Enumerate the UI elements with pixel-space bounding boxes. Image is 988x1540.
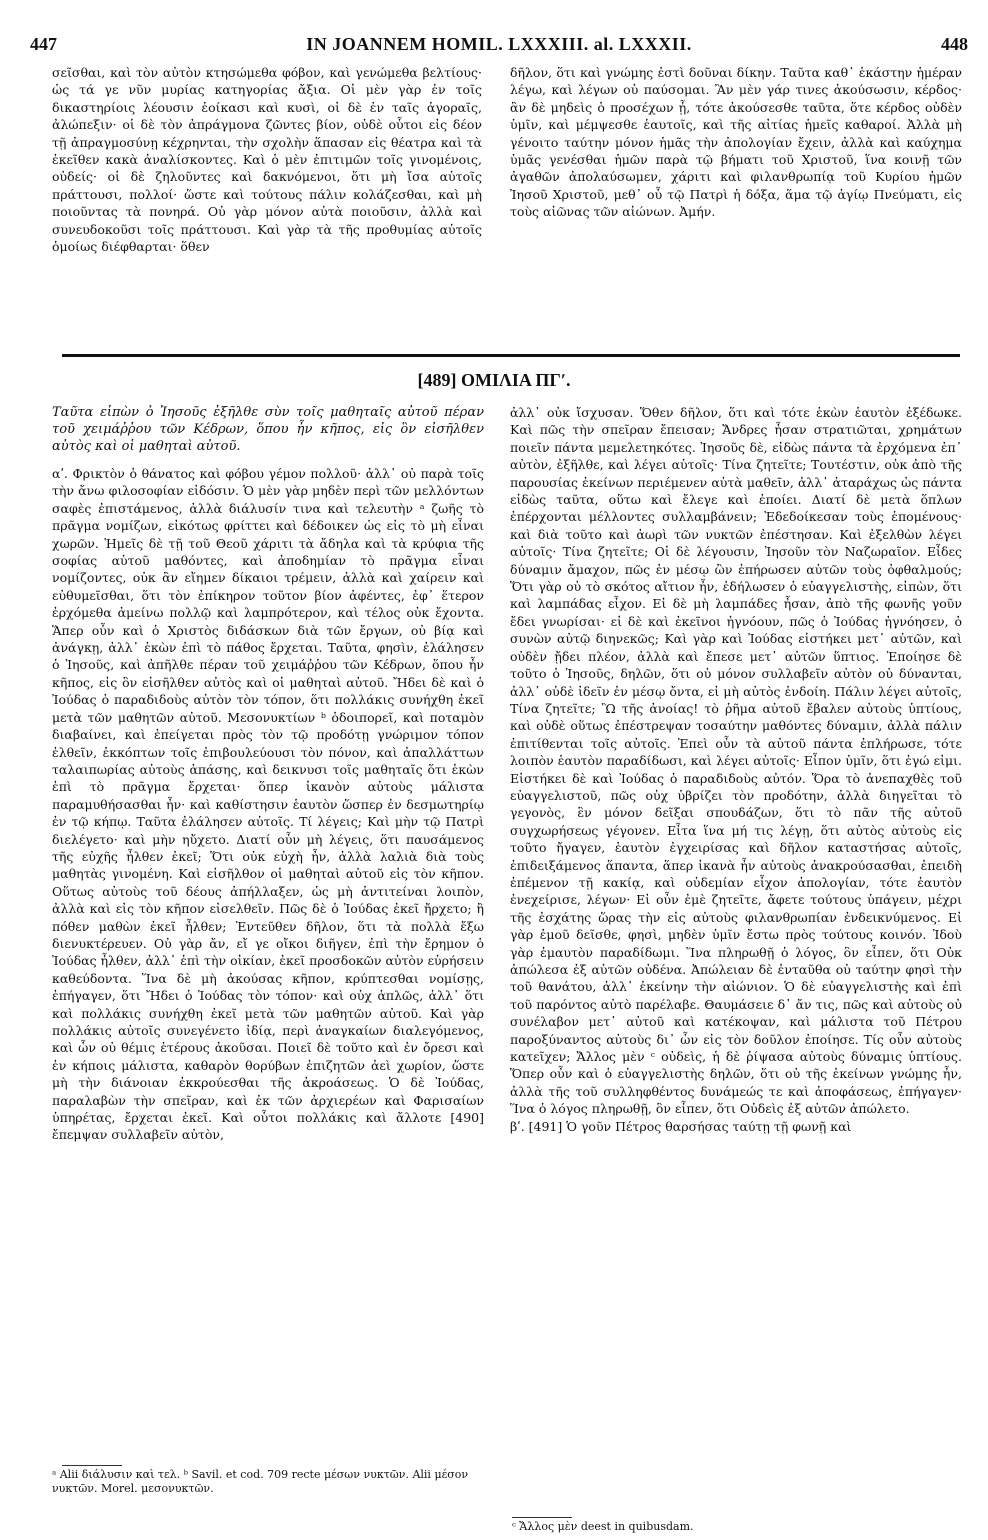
footnote-rule-right: [512, 1517, 572, 1518]
main-right-text: ἀλλ᾿ οὐκ ἴσχυσαν. Ὅθεν δῆλον, ὅτι καὶ τότε ἑκὼν ἑαυτὸν ἐξέδωκε. Καὶ πῶς τὴν σπεῖραν ἔπεισαν; Ἄνδρες ἦσαν στρατιῶται, χρημάτων ποιεῖν πάντα μεμελετηκότες. Ἰησοῦς δὲ, εἰδὼς πάντα τὰ ἐρχόμενα ἐπ᾿ αὐτὸν, ἐξῆλθε, καὶ λέγει αὐτοῖς· Τίνα ζητεῖτε; Τουτέστιν, οὐκ ἀπὸ τῆς παρουσίας ἐκείνων περιέμενεν αὐτὰ μαθεῖν, ἀλλ᾿ ἀταράχως ὡς πάντα εἰδὼς ταῦτα, οὕτω καὶ ἔλεγε καὶ ἐποίει. Διατί δὲ μετὰ ὅπλων ἐπέρχονται μέλλοντες συλλαμβάνειν; Ἐδεδοίκεσαν τοὺς ἑπομένους· καὶ διὰ τοῦτο καὶ ἀωρὶ τῶν νυκτῶν ἐπέστησαν. Καὶ ἐξελθὼν λέγει αὐτοῖς· Τίνα ζητεῖτε; Οἱ δὲ λέγουσιν, Ἰησοῦν τὸν Ναζωραῖον. Εἶδες δύναμιν ἄμαχον, πῶς ἐν μέσῳ ὢν ἐπήρωσεν αὐτῶν τοὺς ὀφθαλμούς; Ὅτι γὰρ οὐ τὸ σκότος αἴτιον ἦν, ἐδήλωσεν ὁ εὐαγγελιστὴς, εἰπὼν, ὅτι καὶ λαμπάδας εἶχον. Εἰ δὲ μὴ λαμπάδες ἦσαν, ἀπὸ τῆς φωνῆς γοῦν ἔδει γνωρίσαι· εἰ δὲ καὶ ἐκεῖνοι ἠγνόουν, πῶς ὁ Ἰούδας ἠγνόησεν, ὁ συνὼν αὐτῷ διηνεκῶς; Καὶ γὰρ καὶ Ἰούδας εἱστήκει μετ᾿ αὐτῶν, καὶ οὐδὲν ᾔδει πλέον, ἀλλὰ καὶ ἔπεσε μετ᾿ αὐτῶν ὕπτιος. Ἐποίησε δὲ τοῦτο ὁ Ἰησοῦς, δηλῶν, ὅτι οὐ μόνον συλλαβεῖν αὐτὸν οὐ δύνανται, ἀλλ᾿ οὐδὲ ἰδεῖν ἐν μέσῳ ὄντα, εἰ μὴ αὐτὸς ἐνδοίη. Πάλιν λέγει αὐτοῖς, Τίνα ζητεῖτε; Ὢ τῆς ἀνοίας! τὸ ῥῆμα αὐτοῦ ἔβαλεν αὐτοὺς ὑπτίους, καὶ οὐδὲ οὕτως ἐπέστρεψαν τοσαύτην μαθόντες δύναμιν, ἀλλὰ πάλιν ἐπιτίθενται τοῖς αὐτοῖς. Ἐπεὶ οὖν τὰ αὐτοῦ πάντα ἐπλήρωσε, τότε λοιπὸν ἑαυτὸν παραδίδωσι, καὶ λέγει αὐτοῖς· Εἶπον ὑμῖν, ὅτι ἐγώ εἰμι. Εἱστήκει δὲ καὶ Ἰούδας ὁ παραδιδοὺς αὐτόν. Ὅρα τὸ ἀνεπαχθὲς τοῦ εὐαγγελιστοῦ, πῶς οὐχ ὑβρίζει τὸν προδότην, ἀλλὰ διηγεῖται τὸ γεγονὸς, ἓν μόνον δεῖξαι σπουδάζων, ὅτι τὸ πᾶν τῆς αὐτοῦ συγχωρήσεως γέγονεν. Εἶτα ἵνα μή τις λέγῃ, ὅτι αὐτὸς αὐτοὺς εἰς τοῦτο ἤγαγεν, ἑαυτὸν ἐγχειρίσας καὶ δῆλον καταστήσας αὐτοῖς, ἐπιδειξάμενος ἅπαντα, ἅπερ ἱκανὰ ἦν αὐτοὺς ἀνακρούσασθαι, ἐπειδὴ ἐπέμενον τῇ κακίᾳ, καὶ οὐδεμίαν εἶχον ἀπολογίαν, τότε ἑαυτὸν ἐνεχείρισε, λέγων· Εἰ οὖν ἐμὲ ζητεῖτε, ἄφετε τούτους ὑπάγειν, μέχρι τῆς ἐσχάτης ὥρας τὴν εἰς αὐτοὺς φιλανθρωπίαν ἐνδεικνύμενος. Εἰ γὰρ ἐμοῦ δεῖσθε, φησὶ, μηδὲν ὑμῖν ἔστω πρὸς τούτους κοινόν. Ἰδοὺ γὰρ ἐμαυτὸν παραδίδωμι. Ἵνα πληρωθῇ ὁ λόγος, ὃν εἶπεν, ὅτι Οὐκ ἀπώλεσα ἐξ αὐτῶν οὐδένα. Ἀπώλειαν δὲ ἐνταῦθα οὐ ταύτην φησὶ τὴν τοῦ θανάτου, ἀλλ᾿ ἐκείνην τὴν αἰώνιον. Ὁ δὲ εὐαγγελιστὴς καὶ ἐπὶ τοῦ παρόντος αὐτὸ παρέλαβε. Θαυμάσειε δ᾿ ἄν τις, πῶς καὶ αὐτοὺς οὐ συνέλαβον μετ᾿ αὐτοῦ καὶ κατέκοψαν, καὶ μάλιστα τοῦ Πέτρου παροξύναντος αὐτοὺς δι᾿ ὧν εἰς τὸν δοῦλον ἐποίησε. Τίς οὖν αὐτοὺς κατεῖχεν; Ἄλλος μὲν ᶜ οὐδεὶς, ἡ δὲ ῥίψασα αὐτοὺς δύναμις ὑπτίους. Ὅπερ οὖν καὶ ὁ εὐαγγελιστὴς δηλῶν, ὅτι οὐ τῆς ἐκείνων γνώμης ἦν, ἀλλὰ τῆς τοῦ συλληφθέντος δυνάμεώς τε καὶ ἀποφάσεως, ἐπήγαγεν· Ἵνα ὁ λόγος πληρωθῇ, ὃν εἶπεν, ὅτι Οὐδεὶς ἐξ αὐτῶν ἀπώλετο.: [510, 405, 962, 1117]
running-title: IN JOANNEM HOMIL. LXXXIII. al. LXXXII.: [306, 34, 692, 54]
section-b-start: βʹ. [491] Ὁ γοῦν Πέτρος θαρσήσας ταύτῃ τῇ φωνῇ καὶ: [510, 1118, 852, 1134]
scripture-lemma: Ταῦτα εἰπὼν ὁ Ἰησοῦς ἐξῆλθε σὺν τοῖς μαθηταῖς αὐτοῦ πέραν τοῦ χειμάῤῥου τῶν Κέδρων, ὅπου ἦν κῆπος, εἰς ὃν εἰσῆλθεν αὐτὸς καὶ οἱ μαθηταὶ αὐτοῦ.: [52, 405, 484, 454]
main-left-column: [52, 404, 484, 1462]
main-left-text: αʹ. Φρικτὸν ὁ θάνατος καὶ φόβου γέμον πολλοῦ· ἀλλ᾿ οὐ παρὰ τοῖς τὴν ἄνω φιλοσοφίαν εἰδόσιν. Ὁ μὲν γὰρ μηδὲν περὶ τῶν μελλόντων σαφὲς ἐπιστάμενος, ἀλλὰ διάλυσίν τινα καὶ τελευτὴν ᵃ ζωῆς τὸ πρᾶγμα νομίζων, εἰκότως φρίττει καὶ δέδοικεν ὡς εἰς τὸ μὴ εἶναι χωρῶν. Ἡμεῖς δὲ τῇ τοῦ Θεοῦ χάριτι τὰ ἄδηλα καὶ τὰ κρύφια τῆς σοφίας αὐτοῦ μαθόντες, καὶ ἀποδημίαν τὸ πρᾶγμα εἶναι νομίζοντες, οὐκ ἂν εἴημεν δίκαιοι τρέμειν, ἀλλὰ καὶ χαίρειν καὶ εὐθυμεῖσθαι, ὅτι τὸν ἐπίκηρον τοῦτον βίον ἀφέντες, ἐφ᾿ ἕτερον ἐρχόμεθα ἀμείνω πολλῷ καὶ λαμπρότερον, καὶ τέλος οὐκ ἔχοντα. Ἅπερ οὖν καὶ ὁ Χριστὸς διδάσκων διὰ τῶν ἔργων, οὐ βίᾳ καὶ ἀνάγκῃ, ἀλλ᾿ ἑκὼν ἐπὶ τὸ πάθος ἔρχεται. Ταῦτα, φησὶν, ἐλάλησεν ὁ Ἰησοῦς, καὶ ἀπῆλθε πέραν τοῦ χειμάῤῥου τῶν Κέδρων, ὅπου ἦν κῆπος, εἰς ὃν εἰσῆλθεν αὐτὸς καὶ οἱ μαθηταὶ αὐτοῦ. Ἤδει δὲ καὶ ὁ Ἰούδας ὁ παραδιδοὺς αὐτὸν τὸν τόπον, ὅτι πολλάκις συνήχθη ἐκεῖ μετὰ τῶν μαθητῶν αὐτοῦ. Μεσονυκτίων ᵇ ὁδοιπορεῖ, καὶ ποταμὸν διαβαίνει, καὶ ἐπείγεται πρὸς τὸν τῷ προδότῃ γνώριμον τόπον ἐλθεῖν, ἐκκόπτων τοῖς ἐπιβουλεύουσι τὸν πόνον, καὶ ἀπαλλάττων ταλαιπωρίας αὐτοὺς ἁπάσης, καὶ δεικνυσι τοῖς μαθηταῖς ὅτι ἑκὼν ἐπὶ τὸ πρᾶγμα ἔρχεται· ὅπερ ἱκανὸν αὐτοὺς μάλιστα παραμυθήσασθαι ἦν· καὶ καθίστησιν ἑαυτὸν ὥσπερ ἐν δεσμωτηρίῳ ἐν τῷ κήπῳ. Ταῦτα ἐλάλησεν αὐτοῖς. Τί λέγεις; Καὶ μὴν τῷ Πατρὶ διελέγετο· καὶ μὴν ηὔχετο. Διατί οὖν μὴ λέγεις, ὅτι παυσάμενος τῆς εὐχῆς ἦλθεν ἐκεῖ; Ὅτι οὐκ εὐχὴ ἦν, ἀλλὰ λαλιὰ διὰ τοὺς μαθητὰς γινομένη. Καὶ εἰσῆλθον οἱ μαθηταὶ αὐτοῦ εἰς τὸν κῆπον. Οὕτως αὐτοὺς τοῦ δέους ἀπήλλαξεν, ὡς μὴ ἀντιτείναι λοιπὸν, ἀλλὰ καὶ εἰς τὸν κῆπον εἰσελθεῖν. Πῶς δὲ ὁ Ἰούδας ἐκεῖ ἤρχετο; ἢ πόθεν μαθὼν ἐκεῖ ἦλθεν; Ἐντεῦθεν δῆλον, ὅτι τὰ πολλὰ ἔξω διενυκτέρευεν. Οὐ γὰρ ἄν, εἴ γε οἴκοι διῆγεν, ἐπὶ τὴν ἔρημον ὁ Ἰούδας ἦλθεν, ἀλλ᾿ ἐπὶ τὴν οἰκίαν, ἐκεῖ προσδοκῶν αὐτὸν εὑρήσειν καθεύδοντα. Ἵνα δὲ μὴ ἀκούσας κῆπον, κρύπτεσθαι νομίσῃς, ἐπήγαγεν, ὅτι Ἤδει ὁ Ἰούδας τὸν τόπον· καὶ οὐχ ἁπλῶς, ἀλλ᾿ ὅτι καὶ πολλάκις συνήχθη ἐκεῖ μετὰ τῶν μαθητῶν αὐτοῦ. Καὶ γὰρ πολλάκις αὐτοῖς συνεγένετο ἰδίᾳ, περὶ ἀναγκαίων διαλεγόμενος, καὶ ὧν οὐ θέμις ἑτέρους ἀκοῦσαι. Ποιεῖ δὲ τοῦτο καὶ ἐν ὄρεσι καὶ ἐν κήποις μάλιστα, καθαρὸν θορύβων ἐπιζητῶν ἀεὶ χωρίον, ὥστε μὴ τὴν διάνοιαν ἐκκρούεσθαι τῆς ἀκροάσεως. Ὁ δὲ Ἰούδας, παραλαβὼν τὴν σπεῖραν, καὶ ἐκ τῶν ἀρχιερέων καὶ Φαρισαίων ὑπηρέτας, ἔρχεται ἐκεῖ. Καὶ οὗτοι πολλάκις καὶ ἄλλοτε [490] ἔπεμψαν συλλαβεῖν αὐτὸν,: [52, 466, 484, 1143]
footnote-right: ᶜ Ἄλλος μὲν deest in quibusdam.: [512, 1520, 694, 1533]
homily-title: [489] ΟΜΙΛΙΑ ΠΓʹ.: [417, 370, 571, 390]
page-number-left: 447: [30, 34, 57, 54]
top-left-text: σεῖσθαι, καὶ τὸν αὐτὸν κτησώμεθα φόβον, καὶ γενώμεθα βελτίους· ὡς τά γε νῦν μυρίας κατηγορίας ἄξια. Οἱ μὲν γὰρ ἐν τοῖς δικαστηρίοις λέουσιν ἐοίκασι καὶ κυσὶ, οἱ δὲ ἐν ταῖς ἀγοραῖς, ἀλώπεξιν· οἱ δὲ τὸν ἀπράγμονα ζῶντες βίον, οὐδὲ οὗτοι εἰς δέον τῇ ἀπραγμοσύνῃ κέχρηνται, τὴν σχολὴν ἅπασαν εἰς θέατρα καὶ τὰ ἐκεῖθεν κακὰ ἀναλίσκοντες. Καὶ ὁ μὲν ἐπιτιμῶν τοῖς γινομένοις, οὐδείς· οἱ δὲ ζηλοῦντες καὶ δακνόμενοι, ὅτι μὴ ἴσα αὐτοῖς πράττουσι, πολλοί· ὥστε καὶ τούτους πάλιν κολάζεσθαι, καὶ μὴ ποιοῦντας τὰ πονηρά. Οὐ γὰρ μόνον αὐτὰ ποιοῦσιν, ἀλλὰ καὶ συνευδοκοῦσι τοῖς πράττουσι. Καὶ γὰρ τὰ τῆς προθυμίας αὐτοῖς ὁμοίως διέφθαρται· ὅθεν: [52, 65, 482, 255]
top-left-column: [52, 64, 482, 346]
footnote-rule-left: [62, 1465, 122, 1466]
section-divider: [62, 354, 960, 357]
top-right-column: [510, 64, 962, 346]
page-number-right: 448: [941, 34, 968, 54]
footnotes-left: ᵃ Alii διάλυσιν καὶ τελ. ᵇ Savil. et cod. 709 recte μέσων νυκτῶν. Alii μέσον νυκτῶν. Morel. μεσονυκτῶν.: [52, 1468, 469, 1495]
top-right-text: δῆλον, ὅτι καὶ γνώμης ἐστὶ δοῦναι δίκην. Ταῦτα καθ᾿ ἑκάστην ἡμέραν λέγω, καὶ λέγων οὐ παύσομαι. Ἂν μὲν γάρ τινες ἀκούσωσιν, κέρδος· ἂν δὲ μηδεὶς ὁ προσέχων ᾖ, τότε ἀκούσεσθε ταῦτα, ὅτε κέρδος οὐδὲν ὑμῖν, καὶ μέμψεσθε ἑαυτοῖς, καὶ τῆς αἰτίας ἡμεῖς καθαροί. Ἀλλὰ μὴ γένοιτο ταύτην μόνον ἡμᾶς τὴν ἀπολογίαν ἔχειν, ἀλλὰ καὶ καύχημα ὑμᾶς γενέσθαι ἡμῶν παρὰ τῷ βήματι τοῦ Χριστοῦ, ἵνα κοινῇ τῶν ἀγαθῶν ἀπολαύσωμεν, χάριτι καὶ φιλανθρωπίᾳ τοῦ Κυρίου ἡμῶν Ἰησοῦ Χριστοῦ, μεθ᾿ οὗ τῷ Πατρὶ ἡ δόξα, ἅμα τῷ ἁγίῳ Πνεύματι, εἰς τοὺς αἰῶνας τῶν αἰώνων. Ἀμήν.: [510, 65, 962, 220]
main-right-column: [510, 404, 962, 1516]
running-header: [30, 34, 968, 58]
